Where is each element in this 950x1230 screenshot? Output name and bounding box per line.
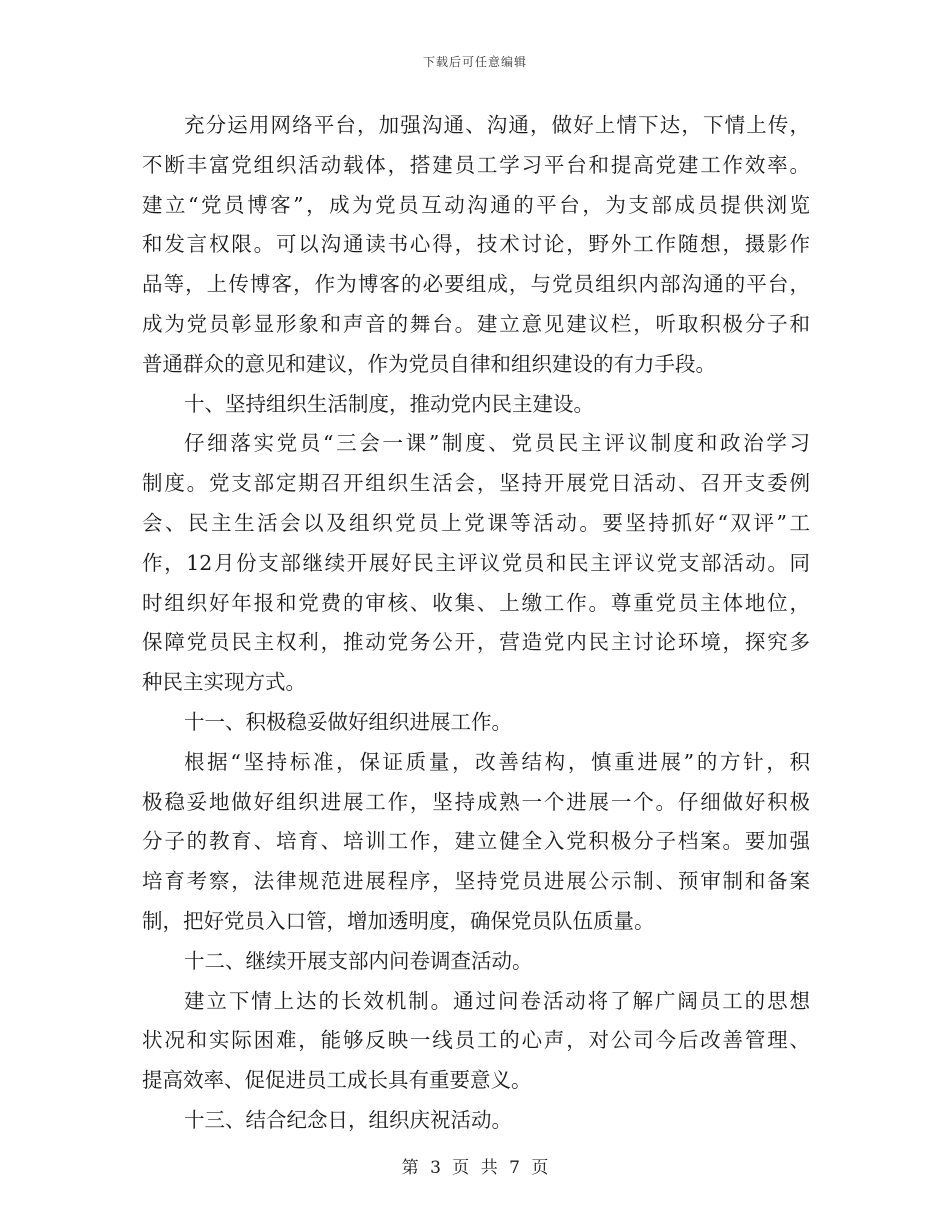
page-number: 第 3 页 共 7 页 [401, 1158, 549, 1178]
body-line: 品等，上传博客，作为博客的必要组成，与党员组织内部沟通的平台， [142, 272, 810, 297]
body-line: 种民主实现方式。 [142, 670, 306, 695]
body-line: 充分运用网络平台，加强沟通、沟通，做好上情下达，下情上传， [184, 113, 810, 137]
body-line: 和发言权限。可以沟通读书心得，技术讨论，野外工作随想，摄影作 [142, 232, 810, 257]
body-line: 建立下情上达的长效机制。通过问卷活动将了解广阔员工的思想 [184, 988, 810, 1013]
section-heading: 十一、积极稳妥做好组织进展工作。 [184, 709, 512, 734]
body-line: 保障党员民主权利，推动党务公开，营造党内民主讨论环境，探究多 [142, 630, 810, 655]
section-heading: 十二、继续开展支部内问卷调查活动。 [184, 948, 533, 973]
body-line: 普通群众的意见和建议，作为党员自律和组织建设的有力手段。 [142, 351, 716, 376]
body-line: 培育考察，法律规范进展程序，坚持党员进展公示制、预审制和备案 [142, 869, 810, 894]
body-line: 仔细落实党员“三会一课”制度、党员民主评议制度和政治学习 [184, 431, 810, 456]
body-line: 制度。党支部定期召开组织生活会，坚持开展党日活动、召开支委例 [142, 471, 810, 496]
body-line: 成为党员彰显形象和声音的舞台。建立意见建议栏，听取积极分子和 [142, 311, 810, 336]
body-line: 制，把好党员入口管，增加透明度，确保党员队伍质量。 [142, 908, 655, 933]
body-line: 状况和实际困难，能够反映一线员工的心声，对公司今后改善管理、 [142, 1028, 810, 1053]
body-line: 极稳妥地做好组织进展工作，坚持成熟一个进展一个。仔细做好积极 [142, 789, 810, 814]
body-line: 提高效率、促促进员工成长具有重要意义。 [142, 1068, 532, 1093]
body-line: 建立“党员博客”，成为党员互动沟通的平台，为支部成员提供浏览 [142, 192, 810, 217]
body-line: 不断丰富党组织活动载体，搭建员工学习平台和提高党建工作效率。 [142, 152, 810, 177]
page-header: 下载后可任意编辑 [422, 55, 527, 69]
section-heading: 十、坚持组织生活制度，推动党内民主建设。 [184, 391, 594, 416]
section-heading: 十三、结合纪念日，组织庆祝活动。 [184, 1107, 512, 1132]
body-line: 分子的教育、培育、培训工作，建立健全入党积极分子档案。要加强 [142, 829, 810, 854]
document-body [142, 106, 810, 1141]
body-line: 作，12月份支部继续开展好民主评议党员和民主评议党支部活动。同 [142, 550, 810, 575]
body-line: 会、民主生活会以及组织党员上党课等活动。要坚持抓好“双评”工 [142, 510, 810, 535]
body-line: 时组织好年报和党费的审核、收集、上缴工作。尊重党员主体地位， [142, 590, 810, 615]
body-line: 根据“坚持标准，保证质量，改善结构，慎重进展”的方针，积 [184, 749, 810, 774]
